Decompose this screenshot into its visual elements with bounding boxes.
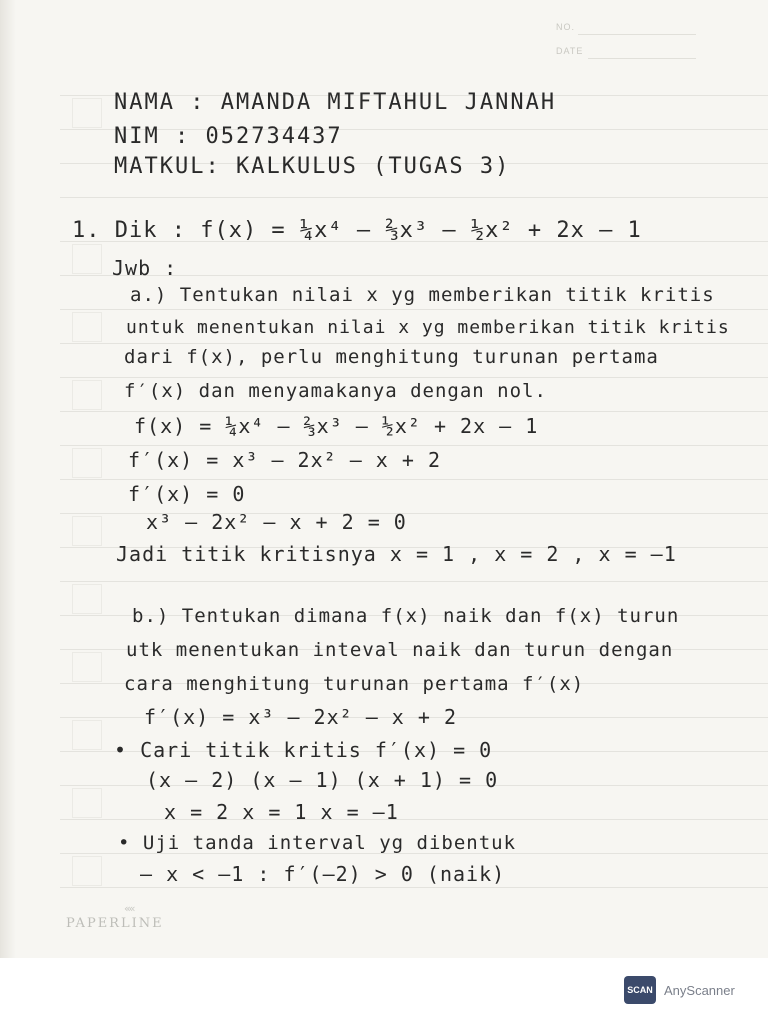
ruled-line (60, 309, 768, 310)
no-label: NO. (556, 22, 576, 32)
scanner-name: AnyScanner (664, 982, 735, 998)
paperline-logo-mark: «« (124, 902, 134, 915)
ruled-line (60, 377, 768, 378)
ruled-line (60, 411, 768, 412)
ruled-line (60, 887, 768, 888)
margin-box (72, 720, 102, 750)
bullet-line: • Uji tanda interval yg dibentuk (118, 832, 517, 854)
paperline-brand: PAPERLINE (66, 916, 164, 931)
answer-label: Jwb : (112, 256, 178, 280)
equation-line: (x – 2) (x – 1) (x + 1) = 0 (146, 768, 499, 792)
ruled-line (60, 197, 768, 198)
equation-line: f′(x) = 0 (128, 482, 246, 506)
date-label: DATE (556, 46, 584, 56)
margin-box (72, 98, 102, 128)
margin-box (72, 380, 102, 410)
text-line: untuk menentukan nilai x yg memberikan titik kritis (126, 317, 730, 338)
problem-given: 1. Dik : f(x) = ¼x⁴ – ⅔x³ – ½x² + 2x – 1 (72, 218, 642, 243)
margin-box (72, 788, 102, 818)
text-line: utk menentukan inteval naik dan turun dengan (126, 639, 674, 661)
ruled-line (60, 445, 768, 446)
ruled-line (60, 479, 768, 480)
nim-line: NIM : 052734437 (114, 124, 343, 149)
margin-box (72, 448, 102, 478)
margin-box (72, 652, 102, 682)
scan-icon: SCAN (624, 976, 656, 1004)
date-underline (588, 58, 696, 59)
part-b-question: b.) Tentukan dimana f(x) naik dan f(x) turun (132, 605, 680, 627)
equation-line: f′(x) = x³ – 2x² – x + 2 (128, 448, 441, 472)
part-a-question: a.) Tentukan nilai x yg memberikan titik kritis (130, 284, 715, 306)
critical-points-conclusion: Jadi titik kritisnya x = 1 , x = 2 , x = –1 (116, 542, 677, 566)
equation-line: f′(x) = x³ – 2x² – x + 2 (144, 705, 457, 729)
margin-box (72, 516, 102, 546)
no-underline (578, 34, 696, 35)
text-line: dari f(x), perlu menghitung turunan pertama (124, 346, 659, 368)
course-line: MATKUL: KALKULUS (TUGAS 3) (114, 154, 511, 179)
anyscanner-watermark (624, 975, 735, 1005)
interval-test-line: – x < –1 : f′(–2) > 0 (naik) (140, 862, 506, 886)
name-line: NAMA : AMANDA MIFTAHUL JANNAH (114, 90, 557, 115)
margin-box (72, 312, 102, 342)
margin-box (72, 584, 102, 614)
bullet-line: • Cari titik kritis f′(x) = 0 (114, 738, 493, 762)
text-line: f′(x) dan menyamakanya dengan nol. (124, 380, 547, 402)
text-line: cara menghitung turunan pertama f′(x) (124, 673, 585, 695)
equation-line: f(x) = ¼x⁴ – ⅔x³ – ½x² + 2x – 1 (134, 414, 539, 438)
page-edge-shadow (0, 0, 16, 958)
ruled-line (60, 581, 768, 582)
margin-box (72, 856, 102, 886)
margin-box (72, 244, 102, 274)
ruled-line (60, 343, 768, 344)
equation-line: x³ – 2x² – x + 2 = 0 (146, 510, 407, 534)
equation-line: x = 2 x = 1 x = –1 (164, 800, 399, 824)
